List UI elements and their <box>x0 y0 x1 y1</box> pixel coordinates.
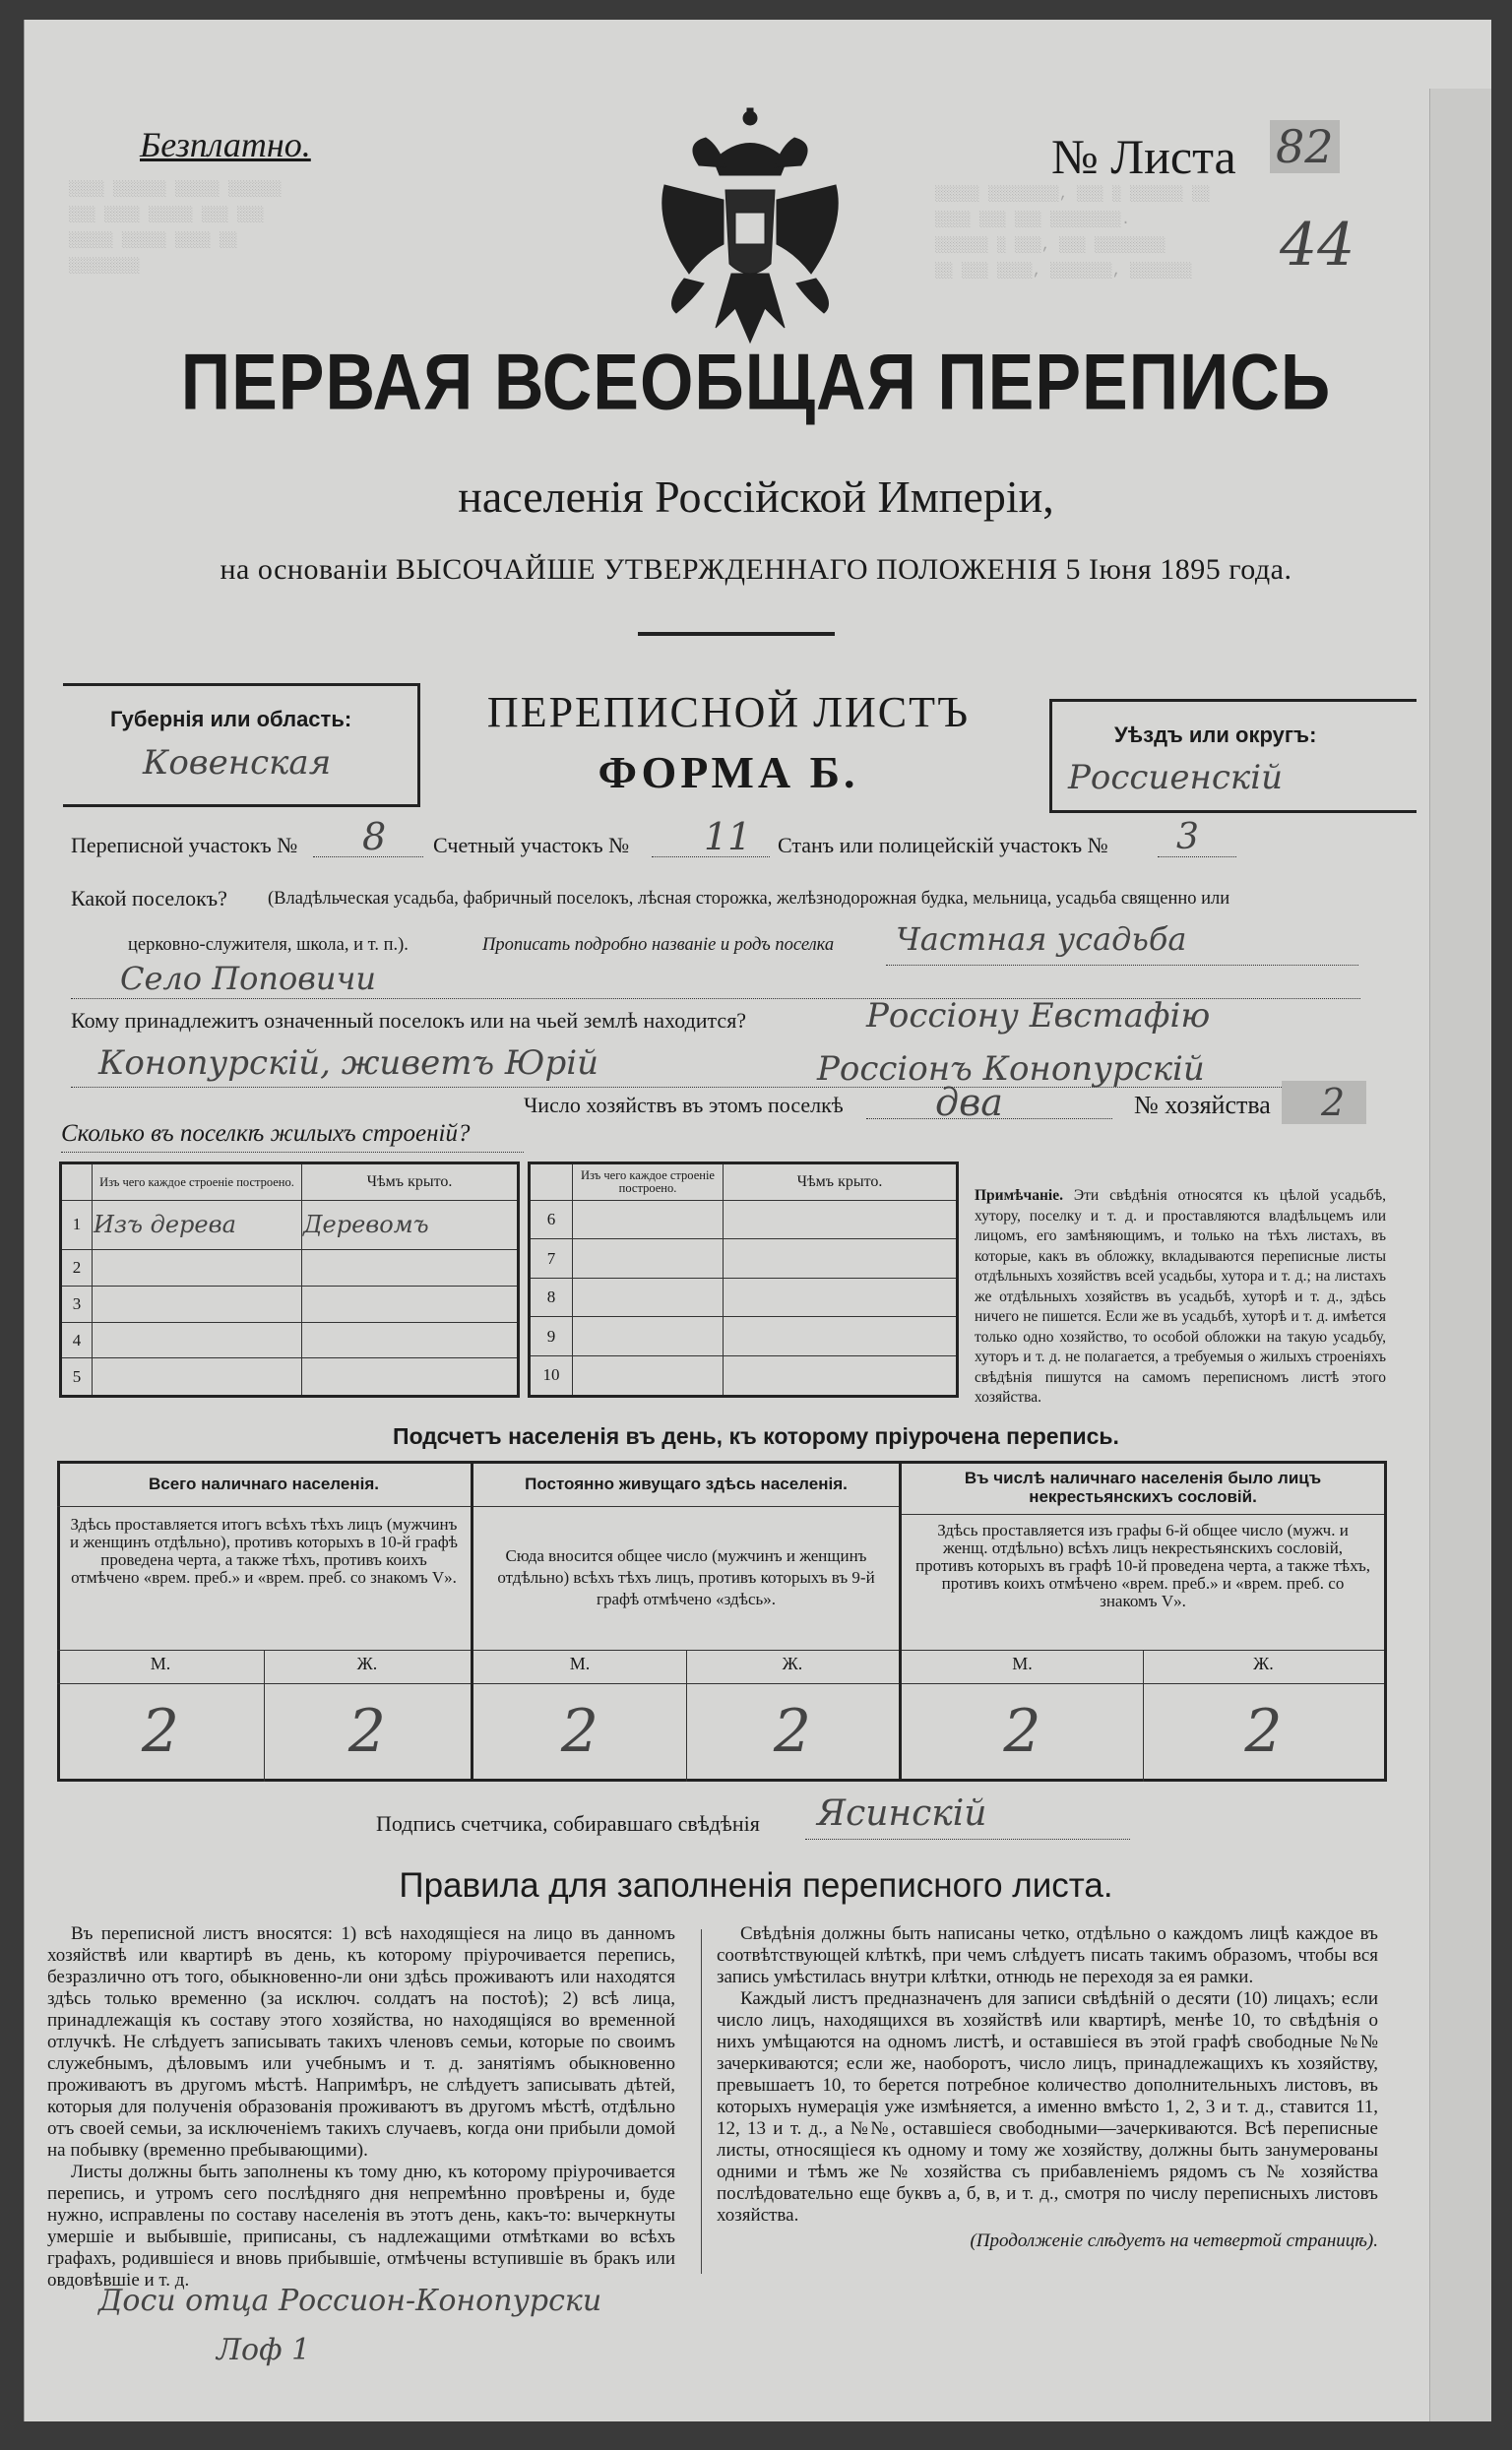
row-number: 10 <box>530 1355 573 1396</box>
count-col-non-peasant <box>902 1461 1384 1782</box>
buildings-label: Сколько въ поселкѣ жилыхъ строеній? <box>61 1120 471 1147</box>
rules-continued: (Продолженіе слѣдуетъ на четвертой страницѣ). <box>970 2230 1378 2251</box>
census-subtitle: населенія Россійской Имперіи, <box>458 471 1054 522</box>
count-col-head: Всего наличнаго населенія. <box>149 1475 379 1493</box>
rules-right-column <box>717 1923 1378 2252</box>
row-number: 3 <box>61 1286 93 1322</box>
district-value: 8 <box>362 815 387 858</box>
row-number: 6 <box>530 1201 573 1239</box>
count-col-desc: Здѣсь проставляется итогъ всѣхъ тѣхъ лицъ (мужчинъ и женщинъ отдѣльно), противъ которыхъ в 10-й графѣ проведена черта, а также тѣхъ, противъ коихъ отмѣчено «врем. преб.» и «врем. преб. со знакомъ V». <box>70 1515 458 1587</box>
count-col-total <box>57 1461 473 1782</box>
settlement-value-2: Село Поповичи <box>120 960 377 997</box>
settlement-hint-2: церковно-служителя, школа, и т. п.). <box>128 935 409 955</box>
household-number-label: № хозяйства <box>1134 1091 1271 1119</box>
title-rule <box>638 632 835 636</box>
form-name: ПЕРЕПИСНОЙ ЛИСТЪ <box>486 688 971 736</box>
imperial-eagle-emblem <box>645 106 856 347</box>
count-col-head: Постоянно живущаго здѣсь населенія. <box>525 1475 848 1493</box>
rules-left-text-2: Листы должны быть заполнены къ тому дню, къ которому пріурочивается перепись, и утромъ сего послѣдняго дня непремѣнно провѣрены и, буде нужно, исправлены по составу населенія въ этотъ день, какъ-то: вычеркнуты умершіе и выбывшіе, приписаны, съ надлежащими отмѣтками во всѣхъ графахъ, родившіеся и вновь прибывшіе, отмѣчены вступившіе въ бракъ или овдовѣвшіе и т. д. <box>47 2162 675 2291</box>
female-count: 2 <box>773 1697 812 1766</box>
rules-right-text-2: Каждый листъ предназначенъ для записи свѣдѣній о десяти (10) лицахъ; если число лицъ, находящихся въ хозяйствѣ или квартирѣ, менѣе 10, то свѣдѣнія о нихъ умѣщаются на одномъ листѣ, и оставшіеся въ этой графѣ свободные №№ зачеркиваются; если же, наоборотъ, число лицъ, принадлежащихъ къ хозяйству, превышаетъ 10, то берется потребное количество дополнительныхъ листовъ, въ которыхъ нумерація уже измѣняется, а именно вмѣсто 1, 2, 3 и т. д., ставится 11, 12, 13 и т. д., а №№, оставшіеся свободными—зачеркиваются. Всѣ переписные листы, относящіеся къ одному и тому же хозяйству, должны быть занумерованы одними и тѣмъ же № хозяйства съ прибавленіемъ рядомъ съ № хозяйства послѣдовательно еще буквъ а, б, в, и т. д., смотря по числу переписныхъ листовъ хозяйства. <box>717 1988 1378 2226</box>
rules-divider <box>701 1929 702 2274</box>
owner-value-3: Россіонъ Конопурскій <box>817 1049 1205 1089</box>
row-number: 9 <box>530 1317 573 1355</box>
sheet-number-extra: 44 <box>1280 211 1355 280</box>
note-text: Эти свѣдѣнія относятся къ цѣлой усадьбѣ, хутору, поселку и т. д. и проставляются владѣльцемъ или лицомъ, его замѣняющимъ, и только на тѣхъ листахъ, въ которые, какъ въ обложку, вкладываются переписные листы отдѣльныхъ хозяйствъ всей усадьбы, хутора и т. д.; на листахъ же отдѣльныхъ хозяйствъ въ усадьбѣ, хуторѣ и т. д., здѣсь ничего не пишется. Если же въ усадьбѣ, хуторѣ и т. д. имѣется только одно хозяйство, то особой обложки на такую усадьбу, хуторъ и т. д. не полагается, а требуемыя о жилыхъ строеніяхъ свѣдѣнія пишутся на самомъ переписномъ листѣ этого хозяйства. <box>975 1187 1387 1406</box>
building-roof: Деревомъ <box>302 1201 519 1250</box>
household-number-value: 2 <box>1282 1081 1366 1124</box>
count-col-desc: Здѣсь проставляется изъ графы 6-й общее число (мужч. и женщ. отдѣльно) всѣхъ лицъ некрестьянскихъ сословій, противъ которыхъ въ графѣ 10-й проведена черта, а также тѣхъ, противъ коихъ отмѣчено «врем. преб.» и «врем. преб. со знакомъ V». <box>915 1521 1370 1610</box>
building-material: Изъ дерева <box>93 1201 302 1250</box>
gubernia-value: Ковенская <box>143 743 332 783</box>
female-count: 2 <box>1244 1697 1283 1766</box>
show-through-text-right: ░░░░░ ░░░░░░░░, ░░░ ░ ░░░░░░ ░░ ░░░░ ░░░ ░░░ ░░░░░░░░. ░░░░░░ ░ ░░░, ░░░ ░░░░░░░░ ░░ ░░░ ░░░░, ░░░░░░░, ░░░░░░░ <box>935 186 1211 280</box>
male-label: М. <box>150 1654 171 1673</box>
rules-left-text: Въ переписной листъ вносятся: 1) всѣ находящіеся на лицо въ данномъ хозяйствѣ или квартирѣ въ день, къ которому пріурочивается перепись, безразлично отъ того, обыкновенно-ли они здѣсь проживаютъ или находятся здѣсь только временно (за исключ. солдатъ на постоѣ); 2) всѣ лица, принадлежащія къ составу этого хозяйства, но находящіяся во временной отлучкѣ. Не слѣдуетъ записывать такихъ членовъ семьи, которые по своимъ служебнымъ, дѣловымъ или учебнымъ и т. д. занятіямъ обыкновенно проживаютъ въ другомъ мѣстѣ. Напримѣръ, не слѣдуетъ записывать дѣтей, которыя для полученія образованія проживаютъ въ другомъ мѣстѣ, отдѣльно отъ своей семьи, за исключеніемъ такихъ случаевъ, когда они прибыли домой на побывку (временно пребывающими). <box>47 1923 675 2161</box>
male-label: М. <box>1012 1654 1033 1673</box>
count-col-permanent <box>473 1461 902 1782</box>
buildings-table-right <box>528 1162 959 1398</box>
show-through-text: ░░░░ ░░░░░░ ░░░░░ ░░░░░░ ░░░ ░░░░ ░░░░░ ░░░ ░░░ ░░░░░ ░░░░░ ░░░░ ░░ ░░░░░░░░ <box>69 181 283 275</box>
households-label: Число хозяйствъ въ этомъ поселкѣ <box>524 1093 844 1117</box>
counting-value: 11 <box>704 815 752 858</box>
count-col-head: Въ числѣ наличнаго населенія было лицъ некрестьянскихъ сословій. <box>964 1469 1322 1506</box>
col-material-header: Изъ чего каждое строеніе построено. <box>93 1163 302 1201</box>
female-count: 2 <box>347 1697 387 1766</box>
note-block <box>975 1186 1386 1409</box>
count-title: Подсчетъ населенія въ день, къ которому пріурочена перепись. <box>393 1423 1119 1449</box>
footnote-line-2: Лоф 1 <box>217 2333 311 2367</box>
free-label: Безплатно. <box>140 125 311 164</box>
row-number: 5 <box>61 1358 93 1397</box>
row-number: 7 <box>530 1239 573 1278</box>
col-roof-header: Чѣмъ крыто. <box>302 1163 519 1201</box>
settlement-label: Какой поселокъ? <box>71 886 227 911</box>
gubernia-label: Губернія или область: <box>110 707 352 731</box>
back-page-edge <box>1429 89 1491 2421</box>
census-title: ПЕРВАЯ ВСЕОБЩАЯ ПЕРЕПИСЬ <box>180 338 1332 426</box>
rules-left-column <box>47 1923 675 2292</box>
stan-label: Станъ или полицейскій участокъ № <box>778 833 1108 857</box>
male-label: М. <box>569 1654 591 1673</box>
settlement-hint-3: Прописать подробно названіе и родъ поселка <box>482 935 835 955</box>
uezd-label: Уѣздъ или округъ: <box>1114 722 1317 747</box>
row-number: 1 <box>61 1201 93 1250</box>
counting-label: Счетный участокъ № <box>433 833 630 857</box>
settlement-hint-1: (Владѣльческая усадьба, фабричный поселокъ, лѣсная сторожка, желѣзнодорожная будка, мельница, усадьба священно или <box>268 889 1230 909</box>
households-value: два <box>935 1081 1003 1124</box>
district-label: Переписной участокъ № <box>71 833 298 857</box>
buildings-table-left <box>59 1162 520 1398</box>
female-label: Ж. <box>782 1654 803 1673</box>
sheet-number-value: 82 <box>1270 120 1340 173</box>
note-head: Примѣчаніе. <box>975 1187 1063 1204</box>
male-count: 2 <box>141 1697 180 1766</box>
row-number: 4 <box>61 1322 93 1358</box>
settlement-value-1: Частная усадьба <box>896 920 1187 958</box>
count-col-desc: Сюда вносится общее число (мужчинъ и женщинъ отдѣльно) всѣхъ тѣхъ лицъ, противъ которыхъ въ 9-й графѣ отмѣчено «здѣсь». <box>497 1546 875 1608</box>
row-number: 2 <box>61 1249 93 1286</box>
col-material-header: Изъ чего каждое строеніе построено. <box>573 1163 724 1201</box>
uezd-value: Россиенскій <box>1068 758 1283 797</box>
census-basis: на основаніи ВЫСОЧАЙШЕ УТВЕРЖДЕННАГО ПОЛОЖЕНІЯ 5 Іюня 1895 года. <box>220 553 1292 586</box>
col-roof-header: Чѣмъ крыто. <box>724 1163 958 1201</box>
female-label: Ж. <box>1253 1654 1274 1673</box>
rules-title: Правила для заполненія переписного листа. <box>399 1866 1113 1905</box>
signature-label: Подпись счетчика, собиравшаго свѣдѣнія <box>376 1811 760 1836</box>
female-label: Ж. <box>356 1654 378 1673</box>
stan-value: 3 <box>1176 817 1199 857</box>
male-count: 2 <box>1003 1697 1041 1766</box>
sheet-number-label: № Листа <box>1051 129 1236 184</box>
signature-value: Ясинскій <box>817 1793 987 1834</box>
owner-value-2: Конопурскій, живетъ Юрій <box>98 1043 599 1083</box>
rules-right-text: Свѣдѣнія должны быть написаны четко, отдѣльно о каждомъ лицѣ каждое въ соотвѣтствующей клѣткѣ, при чемъ слѣдуетъ писать такимъ образомъ, чтобы вся запись умѣстилась внутри клѣтки, отнюдь не переходя за ея рамки. <box>717 1923 1378 1987</box>
row-number: 8 <box>530 1278 573 1316</box>
owner-value-1: Россіону Евстафію <box>866 996 1211 1036</box>
footnote-line-1: Доси отца Россион-Конопурски <box>98 2284 602 2318</box>
owner-label: Кому принадлежитъ означенный поселокъ или на чьей землѣ находится? <box>71 1008 747 1033</box>
form-type: ФОРМА Б. <box>598 747 859 797</box>
male-count: 2 <box>560 1697 599 1766</box>
